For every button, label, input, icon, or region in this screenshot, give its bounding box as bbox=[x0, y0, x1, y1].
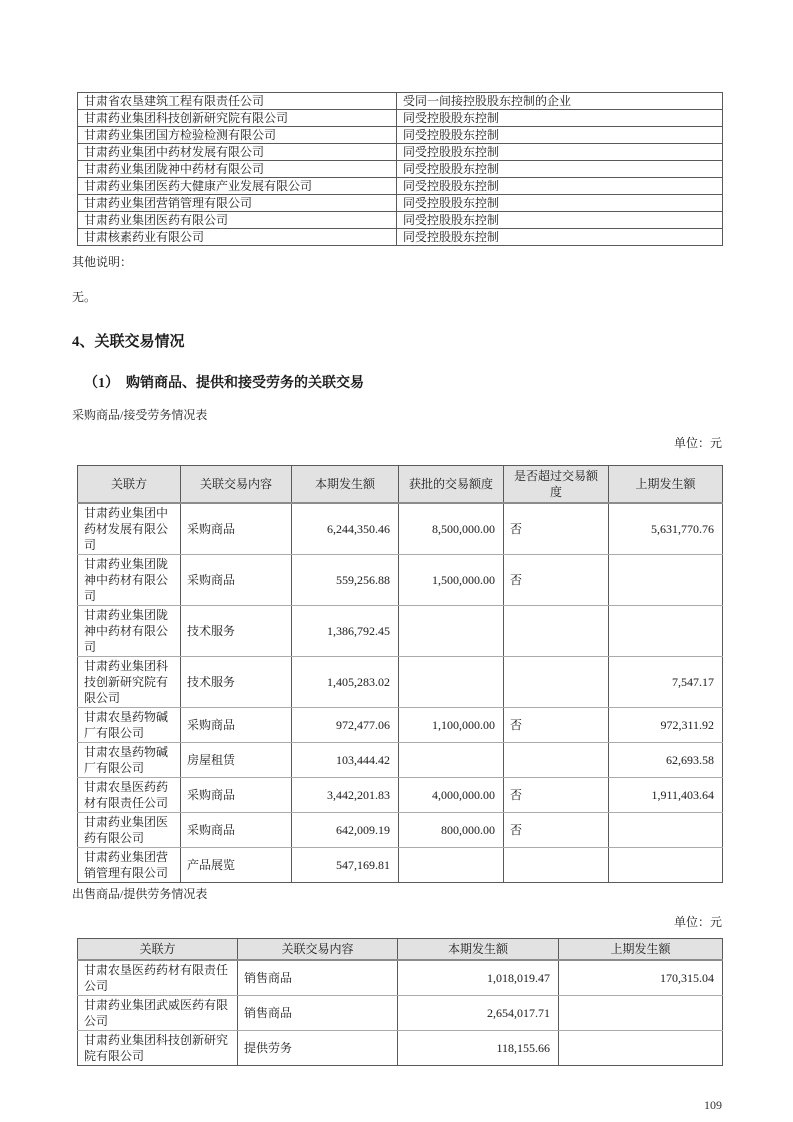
table-cell bbox=[504, 848, 609, 883]
related-party-row bbox=[78, 110, 723, 127]
table-row bbox=[78, 708, 723, 743]
table-cell: 甘肃农垦药物碱厂有限公司 bbox=[78, 708, 181, 743]
table-cell: 甘肃药业集团医药有限公司 bbox=[78, 813, 181, 848]
table-cell bbox=[609, 606, 723, 657]
table-row bbox=[78, 1031, 723, 1066]
table-cell: 642,009.19 bbox=[292, 813, 399, 848]
table-cell: 否 bbox=[504, 503, 609, 555]
related-party-row bbox=[78, 93, 723, 110]
related-party-name-cell: 甘肃药业集团医药有限公司 bbox=[78, 212, 397, 229]
purchase-table-caption: 采购商品/接受劳务情况表 bbox=[72, 408, 208, 422]
table-cell: 甘肃农垦医药药材有限责任公司 bbox=[78, 778, 181, 813]
table-cell: 甘肃药业集团营销管理有限公司 bbox=[78, 848, 181, 883]
table-cell bbox=[399, 606, 504, 657]
related-party-name-cell: 甘肃药业集团营销管理有限公司 bbox=[78, 195, 397, 212]
table-cell: 6,244,350.46 bbox=[292, 503, 399, 555]
table-cell: 1,018,019.47 bbox=[398, 960, 559, 996]
column-header: 获批的交易额度 bbox=[399, 466, 504, 504]
table-cell bbox=[399, 657, 504, 708]
related-party-relation-cell: 同受控股股东控制 bbox=[397, 212, 723, 229]
table-cell: 采购商品 bbox=[181, 708, 292, 743]
table-cell: 甘肃药业集团陇神中药材有限公司 bbox=[78, 606, 181, 657]
table-cell bbox=[399, 848, 504, 883]
related-party-name-cell: 甘肃药业集团科技创新研究院有限公司 bbox=[78, 110, 397, 127]
section-heading-related-transactions: 4、关联交易情况 bbox=[72, 334, 185, 350]
table-cell: 62,693.58 bbox=[609, 743, 723, 778]
table-cell: 甘肃药业集团中药材发展有限公司 bbox=[78, 503, 181, 555]
column-header: 是否超过交易额度 bbox=[504, 466, 609, 504]
purchase-table-body bbox=[78, 503, 723, 883]
table-cell: 甘肃药业集团陇神中药材有限公司 bbox=[78, 555, 181, 606]
table-cell: 1,500,000.00 bbox=[399, 555, 504, 606]
related-parties-table bbox=[77, 92, 723, 246]
column-header: 关联交易内容 bbox=[238, 939, 398, 961]
sales-table-head bbox=[78, 939, 723, 961]
table-row bbox=[78, 813, 723, 848]
table-cell bbox=[504, 657, 609, 708]
table-row bbox=[78, 657, 723, 708]
unit-label-sales: 单位：元 bbox=[673, 915, 722, 929]
purchase-table bbox=[77, 465, 723, 883]
table-cell: 1,100,000.00 bbox=[399, 708, 504, 743]
related-party-relation-cell: 同受控股股东控制 bbox=[397, 178, 723, 195]
other-notes-label: 其他说明： bbox=[72, 255, 133, 269]
table-cell: 1,405,283.02 bbox=[292, 657, 399, 708]
table-row bbox=[78, 960, 723, 996]
related-party-row bbox=[78, 178, 723, 195]
table-cell bbox=[609, 848, 723, 883]
table-cell: 7,547.17 bbox=[609, 657, 723, 708]
column-header: 本期发生额 bbox=[292, 466, 399, 504]
related-party-name-cell: 甘肃省农垦建筑工程有限责任公司 bbox=[78, 93, 397, 110]
unit-label-purchase: 单位：元 bbox=[673, 436, 722, 450]
table-cell: 甘肃药业集团武威医药有限公司 bbox=[78, 996, 238, 1031]
table-cell: 甘肃农垦药物碱厂有限公司 bbox=[78, 743, 181, 778]
table-cell: 甘肃药业集团科技创新研究院有限公司 bbox=[78, 657, 181, 708]
table-cell: 118,155.66 bbox=[398, 1031, 559, 1066]
table-cell: 3,442,201.83 bbox=[292, 778, 399, 813]
related-party-row bbox=[78, 195, 723, 212]
table-cell: 5,631,770.76 bbox=[609, 503, 723, 555]
related-party-row bbox=[78, 127, 723, 144]
column-header: 关联交易内容 bbox=[181, 466, 292, 504]
table-row bbox=[78, 503, 723, 555]
related-party-row bbox=[78, 229, 723, 246]
table-cell: 采购商品 bbox=[181, 778, 292, 813]
table-cell: 甘肃药业集团科技创新研究院有限公司 bbox=[78, 1031, 238, 1066]
table-cell: 技术服务 bbox=[181, 606, 292, 657]
related-party-row bbox=[78, 144, 723, 161]
table-cell bbox=[559, 996, 723, 1031]
column-header: 本期发生额 bbox=[398, 939, 559, 961]
table-row bbox=[78, 606, 723, 657]
table-cell: 提供劳务 bbox=[238, 1031, 398, 1066]
table-cell: 170,315.04 bbox=[559, 960, 723, 996]
related-party-relation-cell: 受同一间接控股股东控制的企业 bbox=[397, 93, 723, 110]
table-row bbox=[78, 555, 723, 606]
table-cell: 采购商品 bbox=[181, 555, 292, 606]
table-cell: 800,000.00 bbox=[399, 813, 504, 848]
table-cell: 技术服务 bbox=[181, 657, 292, 708]
column-header: 关联方 bbox=[78, 466, 181, 504]
table-cell: 559,256.88 bbox=[292, 555, 399, 606]
table-cell: 产品展览 bbox=[181, 848, 292, 883]
related-parties-table-body bbox=[78, 93, 723, 246]
column-header: 上期发生额 bbox=[559, 939, 723, 961]
table-cell bbox=[504, 743, 609, 778]
related-party-name-cell: 甘肃核素药业有限公司 bbox=[78, 229, 397, 246]
table-cell bbox=[609, 813, 723, 848]
related-party-relation-cell: 同受控股股东控制 bbox=[397, 229, 723, 246]
purchase-table-head bbox=[78, 466, 723, 504]
table-cell: 销售商品 bbox=[238, 996, 398, 1031]
table-cell bbox=[559, 1031, 723, 1066]
table-cell: 采购商品 bbox=[181, 813, 292, 848]
related-party-relation-cell: 同受控股股东控制 bbox=[397, 127, 723, 144]
table-cell: 否 bbox=[504, 555, 609, 606]
table-cell bbox=[609, 555, 723, 606]
related-party-relation-cell: 同受控股股东控制 bbox=[397, 195, 723, 212]
table-cell: 103,444.42 bbox=[292, 743, 399, 778]
table-cell: 销售商品 bbox=[238, 960, 398, 996]
related-party-relation-cell: 同受控股股东控制 bbox=[397, 144, 723, 161]
related-party-relation-cell: 同受控股股东控制 bbox=[397, 161, 723, 178]
sales-table bbox=[77, 938, 723, 1066]
table-cell: 1,911,403.64 bbox=[609, 778, 723, 813]
subsection-heading-purchase-sales: （1） 购销商品、提供和接受劳务的关联交易 bbox=[84, 376, 364, 391]
table-cell: 547,169.81 bbox=[292, 848, 399, 883]
table-cell: 1,386,792.45 bbox=[292, 606, 399, 657]
related-party-name-cell: 甘肃药业集团国方检验检测有限公司 bbox=[78, 127, 397, 144]
related-party-row bbox=[78, 212, 723, 229]
page-number: 109 bbox=[704, 1098, 722, 1112]
table-cell: 采购商品 bbox=[181, 503, 292, 555]
table-cell bbox=[399, 743, 504, 778]
table-cell: 2,654,017.71 bbox=[398, 996, 559, 1031]
table-cell: 8,500,000.00 bbox=[399, 503, 504, 555]
header-row bbox=[78, 466, 723, 504]
table-cell: 972,311.92 bbox=[609, 708, 723, 743]
related-party-row bbox=[78, 161, 723, 178]
table-cell: 972,477.06 bbox=[292, 708, 399, 743]
related-party-relation-cell: 同受控股股东控制 bbox=[397, 110, 723, 127]
table-cell: 否 bbox=[504, 778, 609, 813]
header-row bbox=[78, 939, 723, 961]
table-row bbox=[78, 996, 723, 1031]
sales-table-body bbox=[78, 960, 723, 1066]
table-cell: 4,000,000.00 bbox=[399, 778, 504, 813]
column-header: 上期发生额 bbox=[609, 466, 723, 504]
table-row bbox=[78, 778, 723, 813]
table-cell: 否 bbox=[504, 708, 609, 743]
other-notes-value: 无。 bbox=[72, 290, 97, 304]
table-cell: 甘肃农垦医药药材有限责任公司 bbox=[78, 960, 238, 996]
related-party-name-cell: 甘肃药业集团医药大健康产业发展有限公司 bbox=[78, 178, 397, 195]
sales-table-caption: 出售商品/提供劳务情况表 bbox=[72, 887, 208, 901]
related-party-name-cell: 甘肃药业集团中药材发展有限公司 bbox=[78, 144, 397, 161]
table-row bbox=[78, 848, 723, 883]
table-cell: 房屋租赁 bbox=[181, 743, 292, 778]
column-header: 关联方 bbox=[78, 939, 238, 961]
table-row bbox=[78, 743, 723, 778]
table-cell: 否 bbox=[504, 813, 609, 848]
table-cell bbox=[504, 606, 609, 657]
related-party-name-cell: 甘肃药业集团陇神中药材有限公司 bbox=[78, 161, 397, 178]
